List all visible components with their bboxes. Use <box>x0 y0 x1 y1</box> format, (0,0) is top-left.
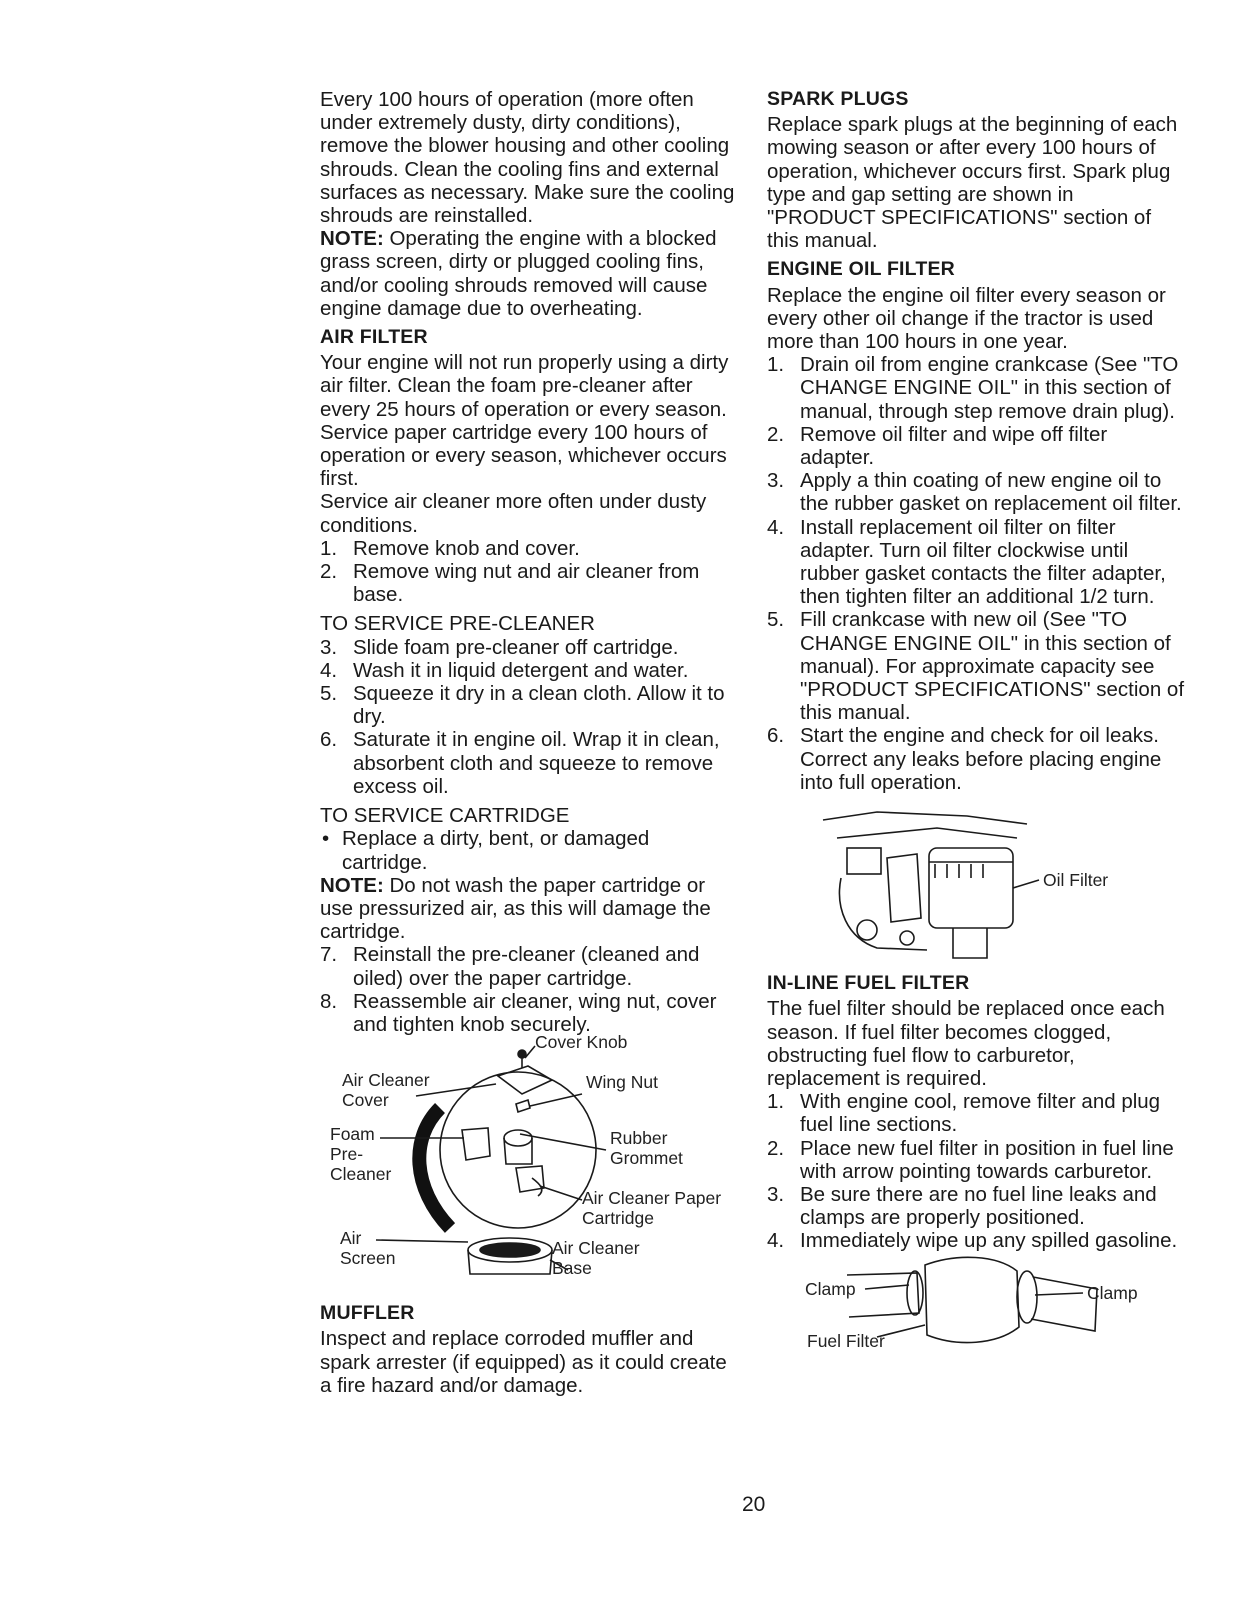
oil-filter-steps <box>767 353 1187 794</box>
list-item: • Replace a dirty, bent, or damaged cartridge. <box>320 827 738 873</box>
hose-fitting <box>900 931 914 945</box>
leader-wing-nut <box>530 1094 582 1106</box>
cartridge-top <box>504 1130 532 1146</box>
label-clamp-left: Clamp <box>805 1278 856 1299</box>
precleaner-subheading: TO SERVICE PRE-CLEANER <box>320 612 595 636</box>
step-number: 2. <box>320 560 338 584</box>
step-number: 1. <box>767 353 785 377</box>
step-number: 3. <box>320 635 338 659</box>
oil-filter-heading: ENGINE OIL FILTER <box>767 258 955 281</box>
step-number: 6. <box>320 728 338 752</box>
list-item <box>767 469 1187 515</box>
list-item <box>320 728 738 798</box>
leader-clamp-left <box>865 1285 909 1289</box>
cartridge-body <box>504 1138 532 1164</box>
step-number: 7. <box>320 943 338 967</box>
clamp-right-ring <box>1017 1271 1037 1323</box>
spark-plugs-heading: SPARK PLUGS <box>767 88 909 110</box>
step-number: 4. <box>767 515 785 539</box>
overheating-note <box>320 227 738 320</box>
label-clamp-right: Clamp <box>1087 1282 1138 1303</box>
list-item <box>320 682 738 728</box>
filter-ribs <box>935 864 983 878</box>
leader-grommet <box>520 1134 606 1150</box>
air-screen-arc <box>419 1108 450 1228</box>
label-air-cleaner-cover: Air Cleaner Cover <box>342 1070 430 1111</box>
cover-shape <box>498 1066 552 1094</box>
air-filter-para-2: Service air cleaner more often under dusty conditions. <box>320 490 707 537</box>
oil-filter-diagram <box>817 798 1187 966</box>
engine-frame <box>837 828 1017 838</box>
left-column <box>320 88 738 1397</box>
spark-plugs-text: Replace spark plugs at the beginning of each mowing season or after every 100 hours of operation, whichever occurs first. Spark plug type and gap setting are shown in "PRODUCT SPECIFICATIONS" section of this manual. <box>767 113 1178 253</box>
list-item <box>767 1183 1187 1229</box>
list-item <box>767 1229 1187 1252</box>
grommet-curve <box>532 1178 542 1196</box>
leader-cover-knob <box>525 1046 535 1058</box>
air-filter-para-1: Your engine will not run properly using a dirty air filter. Clean the foam pre-cleaner after every 25 hours of operation or every season. Service paper cartridge every 100 hours of operation or every season, whichever occurs first. <box>320 351 729 491</box>
fuel-filter-body <box>925 1257 1019 1342</box>
list-item <box>767 1137 1187 1183</box>
base-screen <box>480 1243 540 1257</box>
step-text: Fill crankcase with new oil (See "TO CHANGE ENGINE OIL" in this section of manual). For approximate capacity see "PRODUCT SPECIFICATIONS" section of this manual. <box>800 608 1185 725</box>
cartridge-note <box>320 874 738 944</box>
air-cleaner-diagram <box>320 1032 738 1296</box>
bracket-block <box>847 848 881 874</box>
step-number: 5. <box>320 682 338 706</box>
list-item <box>320 560 738 606</box>
label-paper-cartridge: Air Cleaner Paper Cartridge <box>582 1188 722 1229</box>
list-item <box>767 724 1187 794</box>
leader-clamp-right <box>1035 1293 1083 1295</box>
label-wing-nut: Wing Nut <box>586 1072 658 1093</box>
list-item <box>767 608 1187 724</box>
fuel-filter-diagram <box>807 1255 1187 1355</box>
filter-neck <box>953 928 987 958</box>
oil-filter-body <box>929 848 1013 928</box>
step-text: Squeeze it dry in a clean cloth. Allow it to dry. <box>353 682 725 729</box>
air-filter-steps-c <box>320 943 738 1036</box>
leader-oil-filter <box>1013 880 1039 888</box>
page-number: 20 <box>742 1493 766 1516</box>
list-item <box>320 943 738 989</box>
list-item <box>767 423 1187 469</box>
step-number: 1. <box>767 1090 785 1114</box>
step-number: 6. <box>767 724 785 748</box>
note-label: NOTE: <box>320 873 384 897</box>
cartridge-lower <box>516 1166 544 1192</box>
label-rubber-grommet: Rubber Grommet <box>610 1128 683 1169</box>
label-oil-filter: Oil Filter <box>1043 870 1109 891</box>
label-air-cleaner-base: Air Cleaner Base <box>552 1238 640 1279</box>
fuel-filter-text: The fuel filter should be replaced once each season. If fuel filter becomes clogged, obstructing fuel flow to carburetor, replacement is required. <box>767 997 1165 1090</box>
step-text: Remove oil filter and wipe off filter adapter. <box>800 422 1108 470</box>
step-number: 8. <box>320 989 338 1013</box>
wing-nut-shape <box>516 1100 530 1112</box>
step-text: Be sure there are no fuel line leaks and clamps are properly positioned. <box>800 1182 1157 1230</box>
cartridge-bullets <box>320 827 738 873</box>
adapter-block <box>887 854 921 922</box>
step-number: 2. <box>767 1136 785 1160</box>
step-text: Remove knob and cover. <box>353 536 580 560</box>
air-filter-steps-a <box>320 537 738 607</box>
step-text: Wash it in liquid detergent and water. <box>353 658 689 682</box>
label-foam-precleaner: Foam Pre- Cleaner <box>330 1124 392 1185</box>
leader-paper <box>540 1186 582 1200</box>
step-text: Immediately wipe up any spilled gasoline. <box>800 1229 1178 1253</box>
step-text: With engine cool, remove filter and plug fuel line sections. <box>800 1090 1161 1137</box>
label-air-screen: Air Screen <box>340 1228 396 1269</box>
note-text: Operating the engine with a blocked grass screen, dirty or plugged cooling fins, and/or cooling shrouds removed will cause engine damage due to overheating. <box>320 227 717 320</box>
air-filter-steps-b <box>320 636 738 798</box>
list-item <box>320 990 738 1036</box>
step-number: 4. <box>767 1229 785 1253</box>
muffler-heading: MUFFLER <box>320 1302 415 1325</box>
list-item <box>320 537 738 560</box>
list-item <box>320 659 738 682</box>
fuel-filter-steps <box>767 1090 1187 1252</box>
air-filter-heading: AIR FILTER <box>320 326 428 349</box>
cooling-intro: Every 100 hours of operation (more often under extremely dusty, dirty conditions), remove the blower housing and other cooling shrouds. Clean the cooling fins and external surfaces as necessary. Make sure the cooling shrouds are reinstalled. <box>320 88 735 228</box>
right-column <box>767 88 1187 1355</box>
list-item <box>767 516 1187 609</box>
engine-top-edge <box>823 812 1027 824</box>
step-number: 3. <box>767 469 785 493</box>
step-text: Slide foam pre-cleaner off cartridge. <box>353 635 679 659</box>
cartridge-subheading: TO SERVICE CARTRIDGE <box>320 804 570 828</box>
step-number: 3. <box>767 1182 785 1206</box>
knob-head <box>518 1050 526 1058</box>
list-item <box>767 1090 1187 1136</box>
label-cover-knob: Cover Knob <box>535 1032 628 1053</box>
step-text: Apply a thin coating of new engine oil to the rubber gasket on replacement oil filter. <box>800 469 1182 516</box>
fuel-filter-heading: IN-LINE FUEL FILTER <box>767 972 970 995</box>
drain-fitting <box>857 920 877 940</box>
muffler-text: Inspect and replace corroded muffler and spark arrester (if equipped) as it could create a fire hazard and/or damage. <box>320 1327 727 1397</box>
list-item <box>320 636 738 659</box>
step-text: Remove wing nut and air cleaner from base. <box>353 560 700 607</box>
step-text: Saturate it in engine oil. Wrap it in clean, absorbent cloth and squeeze to remove excess oil. <box>353 728 720 798</box>
step-text: Reinstall the pre-cleaner (cleaned and oiled) over the paper cartridge. <box>353 943 700 990</box>
label-fuel-filter: Fuel Filter <box>807 1330 885 1351</box>
step-number: 1. <box>320 536 338 560</box>
step-number: 5. <box>767 608 785 632</box>
step-text: Install replacement oil filter on filter adapter. Turn oil filter clockwise until rubber gasket contacts the filter adapter, then tighten filter an additional 1/2 turn. <box>800 515 1166 609</box>
list-item <box>767 353 1187 423</box>
step-number: 4. <box>320 658 338 682</box>
oil-filter-text: Replace the engine oil filter every season or every other oil change if the tractor is used more than 100 hours in one year. <box>767 283 1166 354</box>
foam-shape <box>462 1128 490 1160</box>
oil-filter-illustration <box>817 798 1177 966</box>
step-text: Reassemble air cleaner, wing nut, cover and tighten knob securely. <box>353 989 717 1036</box>
step-text: Place new fuel filter in position in fuel line with arrow pointing towards carburetor. <box>800 1136 1174 1183</box>
step-number: 2. <box>767 422 785 446</box>
step-text: Drain oil from engine crankcase (See "TO CHANGE ENGINE OIL" in this section of manual, through step remove drain plug). <box>800 353 1179 423</box>
clamp-left-ring <box>907 1271 923 1315</box>
note-text: Do not wash the paper cartridge or use pressurized air, as this will damage the cartridge. <box>320 873 711 944</box>
note-label: NOTE: <box>320 227 384 251</box>
step-text: Start the engine and check for oil leaks. Correct any leaks before placing engine into full operation. <box>800 724 1162 794</box>
